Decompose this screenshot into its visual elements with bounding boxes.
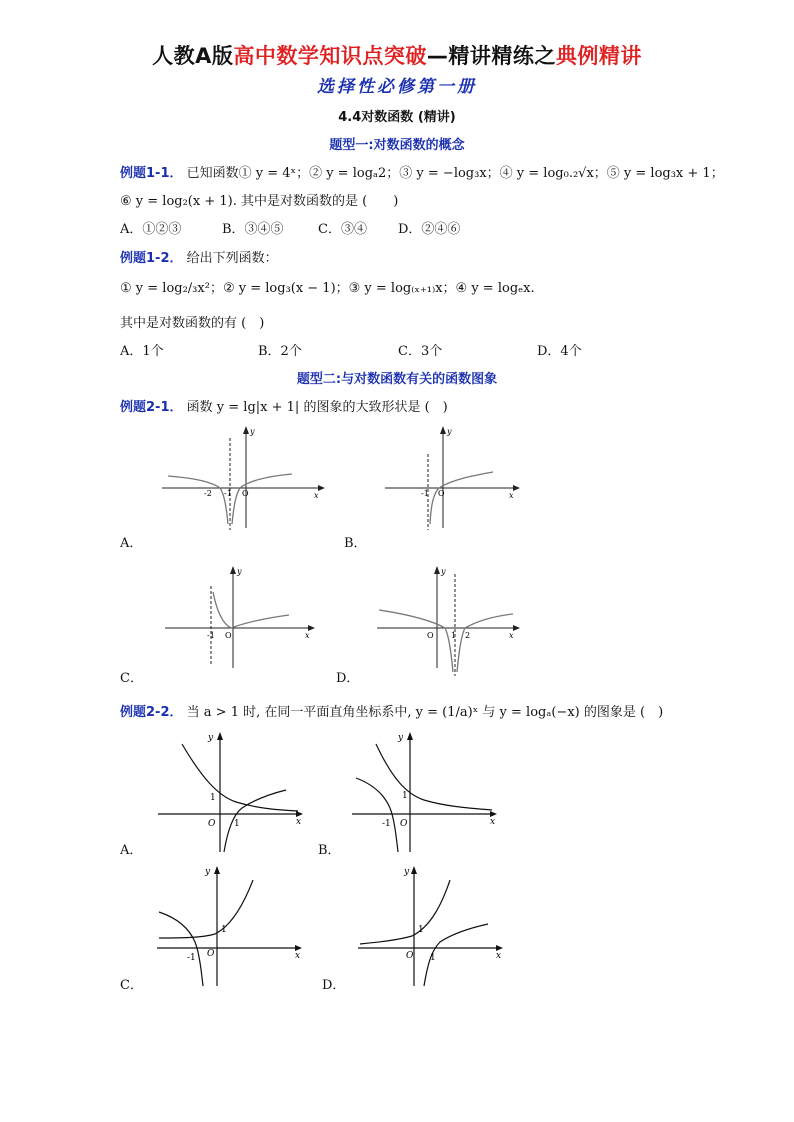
graph-c-tick-neg1: -1 [207, 631, 215, 640]
ex12-option-a: A．1个 [120, 344, 164, 359]
graph-a-tick-neg1: -1 [224, 489, 232, 498]
ex22d-tick-x1: 1 [430, 953, 436, 963]
title-part-b: 高中数学知识点突破 [233, 44, 427, 68]
ex11-line2 [120, 190, 398, 209]
ex11-line2-math: ⑥ y = log₂(x + 1) [120, 194, 233, 209]
ex22c-origin: O [207, 949, 215, 959]
ex22-and: 与 [482, 705, 496, 720]
ex21-label-d: D． [336, 671, 360, 686]
graph-c-y-label: y [237, 567, 242, 576]
title-part-c: —精讲精练之 [426, 44, 556, 68]
ex22d-tick-y1: 1 [418, 925, 424, 935]
ex21-label-b: B． [344, 536, 367, 551]
graph-a-tick-neg2: -2 [204, 489, 212, 498]
ex22d-x-label: x [496, 951, 502, 961]
graph-d-y-label: y [441, 567, 446, 576]
ex22b-y-label: y [398, 733, 404, 743]
graph-d-tick-2: 2 [465, 631, 471, 640]
graph-c-x-label: x [305, 631, 310, 640]
ex22-label-b: B． [318, 843, 341, 858]
ex21-question-math: y = lg|x + 1| [216, 400, 300, 415]
ex21-label-a: A． [120, 536, 143, 551]
ex12-option-b: B．2个 [258, 344, 302, 359]
ex22b-tick-neg1: -1 [382, 819, 391, 829]
graph-b-y-label: y [447, 427, 452, 436]
ex11-option-c: C．③④ [318, 222, 367, 237]
graph-d-origin: O [427, 631, 434, 640]
ex21-graph-a [160, 426, 325, 530]
ex11-line1-math: ① y = 4ˣ；② y = logₐ2；③ y = −log₃x；④ y = log₀.₂√x；⑤ y = log₃x + 1； [238, 166, 724, 181]
ex22-eq1: y = (1/a)ˣ [415, 705, 479, 720]
section1-title: 题型一:对数函数的概念 [329, 138, 465, 153]
ex22c-tick-neg1: -1 [187, 953, 196, 963]
ex12-question: 其中是对数函数的有 ( ) [120, 316, 265, 331]
ex22-label-d: D． [322, 978, 346, 993]
ex12-option-d: D．4个 [537, 344, 582, 359]
ex22a-tick-x1: 1 [234, 819, 240, 829]
ex11-line1-pre: 已知函数 [186, 166, 239, 181]
ex11-label: 例题1-1． [120, 166, 183, 181]
ex22-question-mid: 时, 在同一平面直角坐标系中, [243, 705, 412, 720]
ex22a-y-label: y [208, 733, 214, 743]
graph-b-tick-neg1: -1 [421, 489, 429, 498]
ex11-option-b: B．③④⑤ [222, 222, 284, 237]
ex21-graph-b [383, 426, 523, 530]
page-title [0, 40, 794, 70]
ex22a-origin: O [208, 819, 216, 829]
ex12-intro: 给出下列函数： [186, 251, 278, 266]
graph-a-y-label: y [250, 427, 255, 436]
graph-b-x-label: x [509, 491, 514, 500]
section2-title: 题型二:与对数函数有关的函数图象 [296, 372, 498, 387]
title-part-d: 典例精讲 [555, 44, 642, 68]
graph-c-origin: O [225, 631, 232, 640]
ex22b-x-label: x [490, 817, 496, 827]
ex22-question-cond: a > 1 [203, 705, 239, 720]
ex11-line2-post: . 其中是对数函数的是 ( ) [232, 194, 399, 209]
ex22-graph-c [157, 866, 307, 988]
page-subtitle: 选择性必修第一册 [317, 77, 477, 97]
ex22c-y-label: y [205, 867, 211, 877]
ex22-question [120, 701, 663, 720]
ex11-option-a: A．①②③ [120, 222, 182, 237]
ex21-question [120, 396, 448, 415]
ex21-question-pre: 函数 [186, 400, 213, 415]
ex21-graph-d [375, 566, 525, 678]
ex22b-tick-y1: 1 [402, 791, 408, 801]
title-part-a: 人教A版 [152, 44, 234, 68]
ex21-label-c: C． [120, 671, 143, 686]
graph-a-x-label: x [314, 491, 319, 500]
ex21-graph-c [163, 566, 318, 670]
ex21-label: 例题2-1． [120, 400, 183, 415]
ex22c-x-label: x [295, 951, 301, 961]
ex22a-tick-y1: 1 [210, 793, 216, 803]
ex11-option-d: D．②④⑥ [398, 222, 461, 237]
graph-d-tick-1: 1 [451, 631, 457, 640]
ex22-question-pre: 当 [186, 705, 200, 720]
ex21-question-post: 的图象的大致形状是 ( ) [303, 400, 448, 415]
graph-a-origin: O [242, 489, 249, 498]
graph-d-x-label: x [509, 631, 514, 640]
lesson-title: 4.4对数函数 (精讲) [338, 110, 456, 125]
ex11-line1 [120, 162, 724, 181]
ex22-label-a: A． [120, 843, 143, 858]
ex22b-origin: O [400, 819, 408, 829]
ex22d-y-label: y [404, 867, 410, 877]
ex22-graph-b [352, 732, 502, 854]
ex22-label: 例题2-2． [120, 705, 183, 720]
ex22-question-post: 的图象是 ( ) [583, 705, 664, 720]
ex22-graph-d [358, 866, 508, 988]
ex12-label: 例题1-2． [120, 251, 183, 266]
ex22c-tick-y1: 1 [221, 925, 227, 935]
ex22-label-c: C． [120, 978, 143, 993]
ex22-graph-a [158, 732, 308, 854]
graph-b-origin: O [438, 489, 445, 498]
ex12-option-c: C．3个 [398, 344, 443, 359]
ex22a-x-label: x [296, 817, 302, 827]
ex22d-origin: O [406, 951, 414, 961]
ex12-math: ① y = log₂/₃x²；② y = log₃(x − 1)；③ y = log₍ₓ₊₁₎x；④ y = logₑx. [120, 281, 535, 296]
ex22-eq2: y = logₐ(−x) [499, 705, 580, 720]
ex12-line1 [120, 247, 278, 266]
